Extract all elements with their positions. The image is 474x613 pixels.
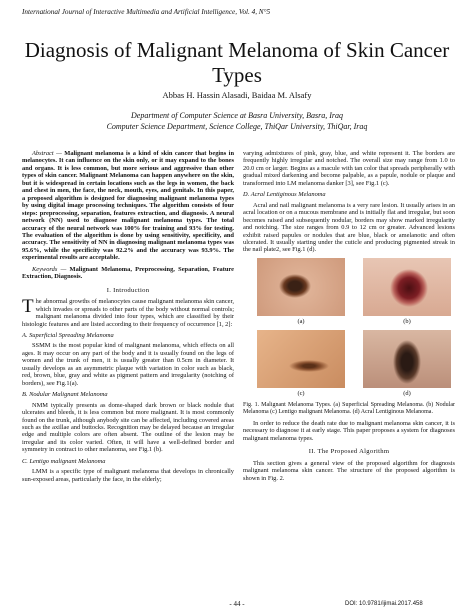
subsection-a-heading: A. Superficial Spreading Melanoma (22, 331, 114, 339)
figure-label-a: (a) (297, 317, 305, 325)
subsection-a-text: SSMM is the most popular kind of malignant melanoma, which effects on all ages. It may occur on any part of the body and it is usually found on the legs of women and the trunk of men, it is usually greater than 0.5cm in diameter. It usually develops as an asymmetric plaque with variation in color such as black, red, brown, blue, gray and white as pigment pattern and irregularity (notching of borders), see Fig.1(a). (22, 342, 234, 387)
figure-image-nodular (363, 258, 451, 316)
affiliation-1: Department of Computer Science at Basra University, Basra, Iraq (131, 111, 343, 120)
right-column (243, 150, 455, 486)
subsection-c-text: LMM is a specific type of malignant melanoma that develops in chronically sun-exposed areas, particularly the face, in the elderly; (22, 468, 234, 483)
keywords (22, 266, 234, 281)
early-diagnosis-text: In order to reduce the death rate due to malignant melanoma skin cancer, it is necessary to diagnose it at early stage. This paper proposes a system for diagnoses malignant melanoma types. (243, 419, 455, 442)
figure-image-acral (363, 330, 451, 388)
abstract (22, 150, 234, 262)
subsection-b-text: NMM typically presents as dome-shaped dark brown or black nodule that ulcerates and bleeds, it is less common but more malignant. It is most commonly found on the trunk, although anybody site can be affected, including covered areas such as the axillae and buttocks. Recognition may be delayed because an irregular edge and multiple colors are often absent. The outline of the lesion may be irregular and its color varied. Often, it will have a well-defined border and symmetry in contract to other melanoma, see Fig.1 (b). (22, 401, 234, 454)
algorithm-intro-text: This section gives a general view of the proposed algorithm for diagnosis malignant melanoma skin cancer. The structure of the proposed algorithm is shown in Fig. 2. (243, 459, 455, 482)
authors: Abbas H. Hassin Alasadi, Baidaa M. Alsafy (162, 90, 312, 100)
abstract-text: Malignant melanoma is a kind of skin cancer that begins in melanocytes. It can influence on the skin only, or it may expand to the bones and organs. It is less common, but more serious and aggressive than other types of skin cancer. Malignant Melanoma can happen anywhere on the skin, but it is widespread in certain locations such as the legs in women, the back and chest in men, the face, the neck, mouth, eyes, and genitals. In this paper, a proposed algorithm is designed for diagnosing malignant melanoma types by using digital image processing techniques. The algorithm consists of four steps: preprocessing, separation, features extraction, and diagnosis. A neural network (NN) used to diagnose malignant melanoma types. The total accuracy of the neural network was 100% for training and 93% for testing. The evaluation of the algorithm is done by using sensitivity, specificity, and accuracy. The sensitivity of NN in diagnosing malignant melanoma types was 95.6%, while the specificity was 92.2% and the accuracy was 93.9%. The experimental results are acceptable. (22, 150, 235, 262)
intro-text: he abnormal growths of melanocytes cause malignant melanoma skin cancer, which invades or spreads to other parts of the body without normal controls; malignant melanoma divided into four types, which are classified by their histologic features and are listed according to their frequency of occurrence [1, 2]: (22, 298, 234, 328)
keywords-text: Malignant Melanoma, Preprocessing, Separation, Feature Extraction, Diagnosis. (22, 265, 234, 281)
intro-dropcap: T (22, 296, 34, 318)
doi: DOI: 10.9781/ijimai.2017.458 (345, 601, 423, 607)
figure-image-lentigo (257, 330, 345, 388)
keywords-label: Keywords — (32, 265, 67, 273)
section-1-heading: I. Introduction (106, 286, 150, 294)
figure-caption: Fig. 1. Malignant Melanoma Types. (a) Superficial Spreading Melanoma. (b) Nodular Melanoma (c) Lentigo malignant Melanoma. (d) Acral Lentiginous Melanoma. (243, 401, 455, 415)
intro-paragraph (22, 298, 234, 328)
left-column (22, 150, 234, 487)
figure-label-c: (c) (297, 389, 305, 397)
subsection-b-heading: B. Nodular Malignant Melanoma (22, 391, 108, 399)
figure-label-b: (b) (403, 317, 411, 325)
affiliation-2: Computer Science Department, Science College, ThiQar University, ThiQar, Iraq (106, 122, 368, 131)
affiliations (0, 110, 474, 132)
section-2-heading: II. The Proposed Algorithm (308, 448, 390, 456)
figure-1 (257, 258, 455, 400)
paper-title: Diagnosis of Malignant Melanoma of Skin Cancer Types (24, 38, 450, 87)
abstract-label: Abstract — (32, 150, 62, 157)
figure-image-superficial-spreading (257, 258, 345, 316)
journal-header: International Journal of Interactive Multimedia and Artificial Intelligence, Vol. 4, N°5 (22, 8, 271, 16)
lmm-continued-text: varying admixtures of pink, gray, blue, and white represent it. The borders are frequently highly irregular and notched. The overall size may range from 1.0 to 20.0 cm or larger. Begins as a macule with tan color that spreads peripherally with gradual mixed darkening and become palpable, as a papule, nodule or plaque and transformed into LM melanoma danker [3], see Fig.1 (c). (243, 150, 455, 187)
subsection-d-heading: D. Acral Lentiginous Melanoma (243, 191, 326, 199)
subsection-c-heading: C. Lentigo malignant Melanoma (22, 457, 106, 465)
page-number: - 44 - (229, 600, 245, 608)
figure-label-d: (d) (403, 389, 411, 397)
subsection-d-text: Acral and nail malignant melanoma is a very rare lesion. It usually arises in an acral location or on a mucous membrane and is initially flat and irregular, but soon becomes raised and subsequently nodular, borders may show marked irregularity and notching. The size ranges from 0.9 to 12 cm or greater. Advanced lesions exhibit raised papules or nodules that are blue, black or amelanotic and often ulcerated. It usually starting under the cuticle and producing pigmented streak in the nail plate2, see Fig.1 (d). (243, 201, 455, 254)
